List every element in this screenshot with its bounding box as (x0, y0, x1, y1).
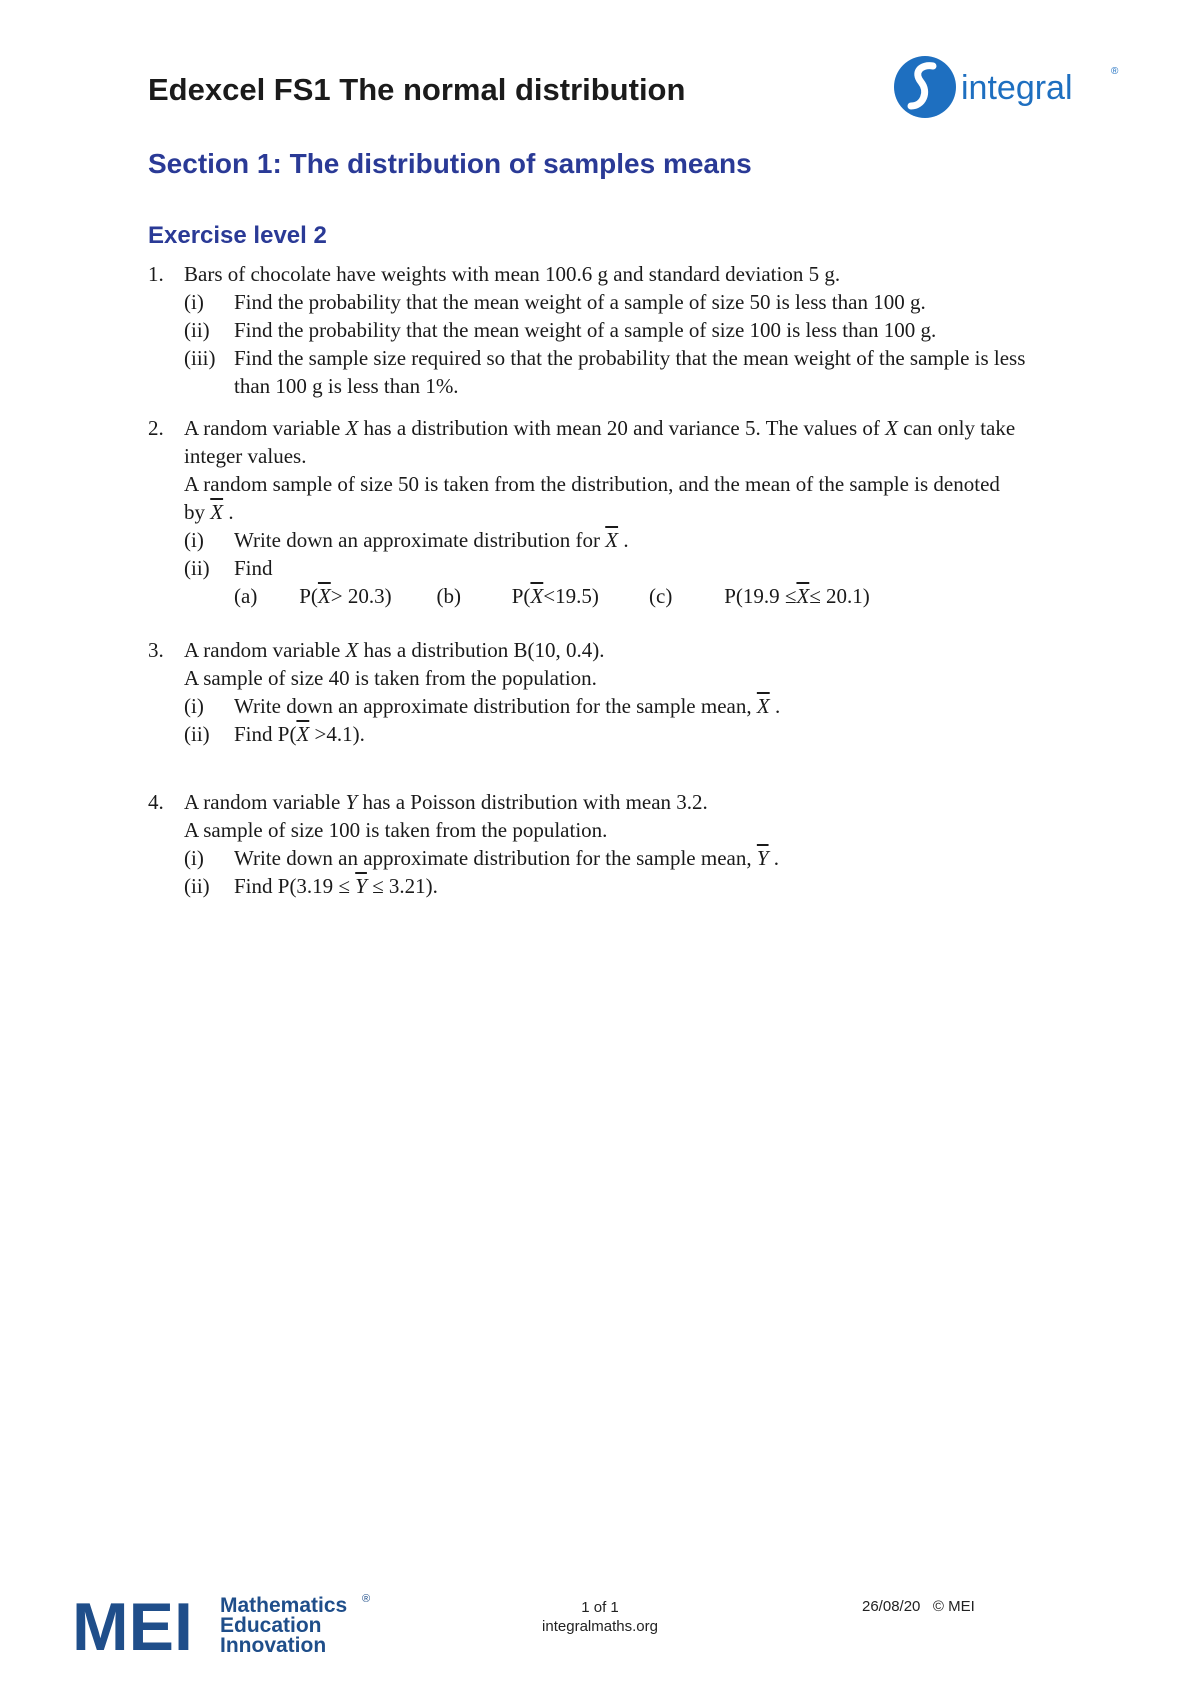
footer-date: 26/08/20 (862, 1598, 921, 1615)
sample-mean-symbol: $\overline{X}$ (210, 500, 224, 524)
question-number: 3. (148, 638, 164, 662)
variable: X (345, 638, 359, 662)
part-label: (i) (184, 290, 204, 314)
question-4 (148, 788, 1068, 900)
intro-text: has a Poisson distribution with mean 3.2. (357, 790, 708, 814)
page-number: 1 of 1 (581, 1599, 619, 1616)
sample-mean-symbol: $\overline{X}$ (756, 694, 770, 718)
question-number: 2. (148, 416, 164, 440)
intro-text: A random variable (184, 638, 346, 662)
part-label: (ii) (184, 556, 210, 580)
intro-text: can only take integer values. (184, 416, 1016, 468)
part-text: Find $P(3.19 \le \overline{Y} \le 3.21)$. (234, 874, 438, 898)
page-title: Edexcel FS1 The normal distribution (148, 72, 686, 107)
question-intro (184, 636, 1068, 664)
subpart-expression: $P(19.9 \le\overline{X}\le 20.1)$ (724, 584, 870, 608)
footer-center (480, 1598, 720, 1636)
part-label: (i) (184, 528, 204, 552)
subpart-label: (b) (436, 584, 461, 608)
part-label: (ii) (184, 722, 210, 746)
subpart-expression: $P(\overline{X}> 20.3)$ (299, 584, 392, 608)
sample-mean-symbol: $\overline{X}$ (605, 528, 619, 552)
intro-text: A random variable (184, 416, 346, 440)
section-heading: Section 1: The distribution of samples means (148, 148, 752, 179)
integral-logo-mark: ® (1111, 66, 1119, 77)
site-link[interactable]: integralmaths.org (542, 1618, 658, 1635)
integral-logo (893, 52, 1123, 122)
mei-logo-line: Education (220, 1614, 322, 1637)
part-label: (ii) (184, 318, 210, 342)
part-text: Find the probability that the mean weight of a sample of size 50 is less than 100 g. (234, 290, 926, 314)
mei-logo-line: Mathematics (220, 1594, 348, 1617)
question-1 (148, 260, 1068, 400)
variable: Y (345, 790, 358, 814)
question-number: 1. (148, 262, 164, 286)
question-part (184, 554, 1068, 582)
intro-text: has a distribution B(10, 0.4). (358, 638, 605, 662)
part-text: Find $P(\overline{X} >4.1)$. (234, 722, 365, 746)
variable: X (885, 416, 898, 440)
subpart-label: (c) (649, 584, 673, 608)
question-part (184, 288, 1068, 316)
part-text: Find the sample size required so that the probability that the mean weight of the sample is less than 100 g is less than 1%. (234, 346, 1026, 398)
part-text: Write down an approximate distribution for the sample mean, (234, 694, 757, 718)
question-intro: Bars of chocolate have weights with mean 100.6 g and standard deviation 5 g. (184, 262, 841, 286)
intro-text: has a distribution with mean 20 and variance 5. The values of (358, 416, 886, 440)
subpart-expression: $P(\overline{X}<19.5)$ (511, 584, 599, 608)
part-label: (ii) (184, 874, 210, 898)
sample-mean-symbol: $\overline{Y}$ (756, 846, 769, 870)
variable: X (345, 416, 359, 440)
subpart-label: (a) (234, 584, 258, 608)
footer-copyright: © MEI (932, 1598, 975, 1615)
question-part (184, 872, 1068, 900)
question-3 (148, 636, 1068, 748)
mei-logo-mark: ® (362, 1593, 371, 1605)
question-2 (148, 414, 1068, 610)
part-text: Find (234, 556, 273, 580)
part-label: (i) (184, 846, 204, 870)
subpart-row (184, 582, 1068, 610)
part-text: Find the probability that the mean weight of a sample of size 100 is less than 100 g. (234, 318, 937, 342)
part-label: (i) (184, 694, 204, 718)
question-part (184, 720, 1068, 748)
question-part: (i) Write down an approximate distribution for the sample mean, $\overline{X}$ . (184, 694, 781, 718)
part-label: (iii) (184, 346, 216, 370)
question-part: (i) Write down an approximate distribution for $\overline{X}$ . (184, 528, 629, 552)
mei-logo-letters: MEI (72, 1589, 193, 1658)
line-text: A random sample of size 50 is taken from the distribution, and the mean of the sample is denoted by (184, 472, 1000, 524)
question-intro (184, 788, 1068, 816)
intro-text: A random variable (184, 790, 346, 814)
part-text: Write down an approximate distribution for the sample mean, (234, 846, 757, 870)
question-number: 4. (148, 790, 164, 814)
part-text: Write down an approximate distribution for (234, 528, 606, 552)
mei-logo (72, 1588, 392, 1658)
mei-logo-line: Innovation (220, 1634, 327, 1657)
integral-logo-text: integral (961, 69, 1073, 107)
question-intro (184, 414, 1068, 470)
question-line: A sample of size 100 is taken from the population. (184, 818, 608, 842)
question-line: A sample of size 40 is taken from the population. (184, 666, 597, 690)
question-line: A random sample of size 50 is taken from the distribution, and the mean of the sample is denoted by $\overline{X}$ . (184, 472, 1000, 524)
footer-right (862, 1598, 975, 1615)
question-part (184, 344, 1064, 400)
question-part (184, 316, 1068, 344)
exercise-heading: Exercise level 2 (148, 222, 327, 249)
question-part: (i) Write down an approximate distribution for the sample mean, $\overline{Y}$ . (184, 846, 780, 870)
